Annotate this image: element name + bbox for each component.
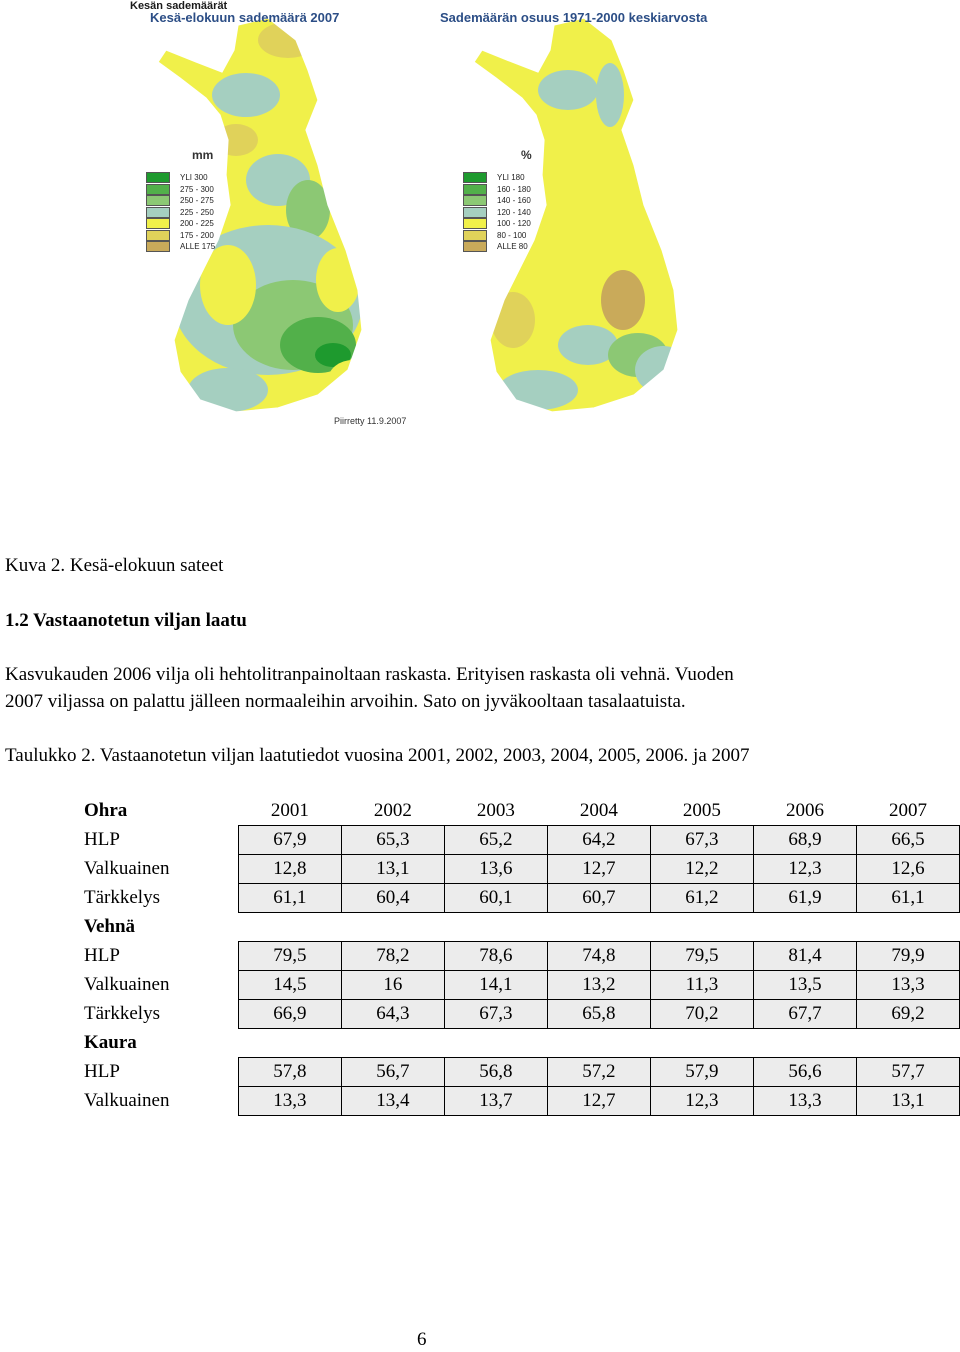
value-cell: 13,1 — [856, 1087, 959, 1116]
empty-cell — [650, 913, 753, 942]
drawn-date-note: Piirretty 11.9.2007 — [334, 416, 407, 426]
year-header: 2004 — [579, 800, 618, 821]
value-cell: 13,3 — [753, 1087, 856, 1116]
finland-maps-graphic — [118, 0, 798, 440]
value-cell: 61,9 — [753, 884, 856, 913]
year-header: 2006 — [785, 800, 824, 821]
legend-item — [463, 207, 532, 219]
value-cell: 56,6 — [753, 1058, 856, 1087]
row-label: HLP — [84, 945, 120, 966]
value-cell: 68,9 — [753, 826, 856, 855]
value-cell: 13,2 — [547, 971, 650, 1000]
legend-item — [463, 172, 532, 184]
empty-cell — [341, 1029, 444, 1058]
right-map-legend — [463, 148, 532, 253]
value-cell: 67,7 — [753, 1000, 856, 1029]
legend-label: ALLE 80 — [497, 242, 528, 252]
section-header-row — [84, 1029, 960, 1058]
legend-label: 100 - 120 — [497, 219, 531, 229]
legend-swatch — [146, 241, 170, 252]
legend-swatch — [146, 230, 170, 241]
value-cell: 64,3 — [341, 1000, 444, 1029]
legend-label: 160 - 180 — [497, 184, 531, 194]
right-map-title: Sademäärän osuus 1971-2000 keskiarvosta — [440, 10, 708, 25]
legend-label: 275 - 300 — [180, 184, 214, 194]
empty-cell — [444, 1029, 547, 1058]
table-row — [84, 942, 960, 971]
empty-cell — [753, 913, 856, 942]
empty-cell — [341, 913, 444, 942]
legend-label: 175 - 200 — [180, 230, 214, 240]
table-caption: Taulukko 2. Vastaanotetun viljan laatutiedot vuosina 2001, 2002, 2003, 2004, 2005, 2006. ja 2007 — [5, 745, 750, 766]
empty-cell — [650, 1029, 753, 1058]
value-cell: 66,9 — [238, 1000, 341, 1029]
value-cell: 67,9 — [238, 826, 341, 855]
value-cell: 13,1 — [341, 855, 444, 884]
legend-label: 250 - 275 — [180, 196, 214, 206]
legend-label: 225 - 250 — [180, 207, 214, 217]
value-cell: 78,2 — [341, 942, 444, 971]
value-cell: 14,1 — [444, 971, 547, 1000]
empty-cell — [238, 913, 341, 942]
value-cell: 13,7 — [444, 1087, 547, 1116]
legend-label: 200 - 225 — [180, 219, 214, 229]
section-header-row — [84, 913, 960, 942]
legend-label: YLI 180 — [497, 173, 525, 183]
year-header: 2002 — [373, 800, 412, 821]
paragraph-line: Kasvukauden 2006 vilja oli hehtolitranpainoltaan raskasta. Erityisen raskasta oli vehnä. Vuoden — [5, 664, 734, 685]
value-cell: 79,5 — [238, 942, 341, 971]
value-cell: 78,6 — [444, 942, 547, 971]
value-cell: 57,9 — [650, 1058, 753, 1087]
value-cell: 12,2 — [650, 855, 753, 884]
section-header-row — [84, 797, 960, 826]
empty-cell — [547, 1029, 650, 1058]
legend-label: ALLE 175 — [180, 242, 216, 252]
value-cell: 13,6 — [444, 855, 547, 884]
value-cell: 64,2 — [547, 826, 650, 855]
value-cell: 65,8 — [547, 1000, 650, 1029]
year-header: 2003 — [476, 800, 515, 821]
legend-item — [146, 241, 215, 253]
value-cell: 67,3 — [650, 826, 753, 855]
legend-item — [463, 230, 532, 242]
legend-label: 120 - 140 — [497, 207, 531, 217]
value-cell: 14,5 — [238, 971, 341, 1000]
legend-label: 140 - 160 — [497, 196, 531, 206]
value-cell: 57,7 — [856, 1058, 959, 1087]
value-cell: 61,2 — [650, 884, 753, 913]
value-cell: 12,6 — [856, 855, 959, 884]
value-cell: 69,2 — [856, 1000, 959, 1029]
value-cell: 61,1 — [856, 884, 959, 913]
value-cell: 13,3 — [238, 1087, 341, 1116]
row-label: Valkuainen — [84, 858, 170, 879]
row-label: HLP — [84, 829, 120, 850]
row-label: Tärkkelys — [84, 1003, 160, 1024]
legend-swatch — [463, 241, 487, 252]
value-cell: 56,7 — [341, 1058, 444, 1087]
table-row — [84, 1000, 960, 1029]
table-row — [84, 1058, 960, 1087]
value-cell: 12,8 — [238, 855, 341, 884]
empty-cell — [444, 913, 547, 942]
section-name: Kaura — [84, 1032, 137, 1053]
legend-swatch — [463, 207, 487, 218]
legend-item — [463, 195, 532, 207]
legend-swatch — [146, 207, 170, 218]
grain-quality-table — [84, 797, 960, 1116]
value-cell: 13,5 — [753, 971, 856, 1000]
legend-unit: mm — [192, 148, 214, 162]
value-cell: 61,1 — [238, 884, 341, 913]
rainfall-maps-figure — [118, 0, 798, 440]
value-cell: 12,7 — [547, 1087, 650, 1116]
table-row — [84, 855, 960, 884]
legend-item — [146, 184, 215, 196]
value-cell: 81,4 — [753, 942, 856, 971]
legend-item — [146, 195, 215, 207]
value-cell: 12,3 — [650, 1087, 753, 1116]
value-cell: 65,3 — [341, 826, 444, 855]
value-cell: 56,8 — [444, 1058, 547, 1087]
value-cell: 13,4 — [341, 1087, 444, 1116]
row-label: Valkuainen — [84, 974, 170, 995]
legend-swatch — [463, 230, 487, 241]
section-name: Vehnä — [84, 916, 136, 937]
empty-cell — [547, 913, 650, 942]
section-heading: 1.2 Vastaanotetun viljan laatu — [5, 610, 247, 631]
section-name: Ohra — [84, 800, 128, 822]
legend-label: 80 - 100 — [497, 230, 527, 240]
legend-swatch — [463, 195, 487, 206]
value-cell: 67,3 — [444, 1000, 547, 1029]
value-cell: 79,5 — [650, 942, 753, 971]
left-map-legend — [146, 148, 215, 253]
legend-item — [146, 172, 215, 184]
row-label: Valkuainen — [84, 1090, 170, 1111]
row-label: HLP — [84, 1061, 120, 1082]
value-cell: 11,3 — [650, 971, 753, 1000]
value-cell: 74,8 — [547, 942, 650, 971]
legend-item — [463, 241, 532, 253]
year-header: 2001 — [270, 800, 309, 821]
value-cell: 16 — [341, 971, 444, 1000]
table-row — [84, 971, 960, 1000]
empty-cell — [753, 1029, 856, 1058]
page-number: 6 — [417, 1329, 427, 1350]
value-cell: 57,8 — [238, 1058, 341, 1087]
legend-swatch — [463, 184, 487, 195]
legend-item — [146, 207, 215, 219]
legend-item — [463, 218, 532, 230]
legend-swatch — [146, 184, 170, 195]
value-cell: 60,4 — [341, 884, 444, 913]
legend-item — [146, 218, 215, 230]
legend-swatch — [463, 172, 487, 183]
legend-swatch — [146, 172, 170, 183]
value-cell: 12,3 — [753, 855, 856, 884]
legend-label: YLI 300 — [180, 173, 208, 183]
legend-swatch — [463, 218, 487, 229]
value-cell: 57,2 — [547, 1058, 650, 1087]
year-header: 2005 — [682, 800, 721, 821]
empty-cell — [238, 1029, 341, 1058]
left-map-title: Kesä-elokuun sademäärä 2007 — [150, 10, 340, 25]
empty-cell — [856, 913, 959, 942]
legend-item — [463, 184, 532, 196]
legend-swatch — [146, 195, 170, 206]
paragraph-line: 2007 viljassa on palattu jälleen normaaleihin arvoihin. Sato on jyväkooltaan tasalaatuista. — [5, 691, 686, 712]
table-row — [84, 1087, 960, 1116]
legend-swatch — [146, 218, 170, 229]
value-cell: 13,3 — [856, 971, 959, 1000]
table-row — [84, 884, 960, 913]
legend-unit: % — [521, 148, 532, 162]
figure-kicker: Kesän sademäärät — [130, 0, 228, 12]
value-cell: 60,7 — [547, 884, 650, 913]
empty-cell — [856, 1029, 959, 1058]
value-cell: 12,7 — [547, 855, 650, 884]
value-cell: 79,9 — [856, 942, 959, 971]
row-label: Tärkkelys — [84, 887, 160, 908]
legend-item — [146, 230, 215, 242]
value-cell: 70,2 — [650, 1000, 753, 1029]
figure-caption: Kuva 2. Kesä-elokuun sateet — [5, 555, 224, 576]
table-row — [84, 826, 960, 855]
value-cell: 60,1 — [444, 884, 547, 913]
value-cell: 66,5 — [856, 826, 959, 855]
value-cell: 65,2 — [444, 826, 547, 855]
year-header: 2007 — [888, 800, 927, 821]
